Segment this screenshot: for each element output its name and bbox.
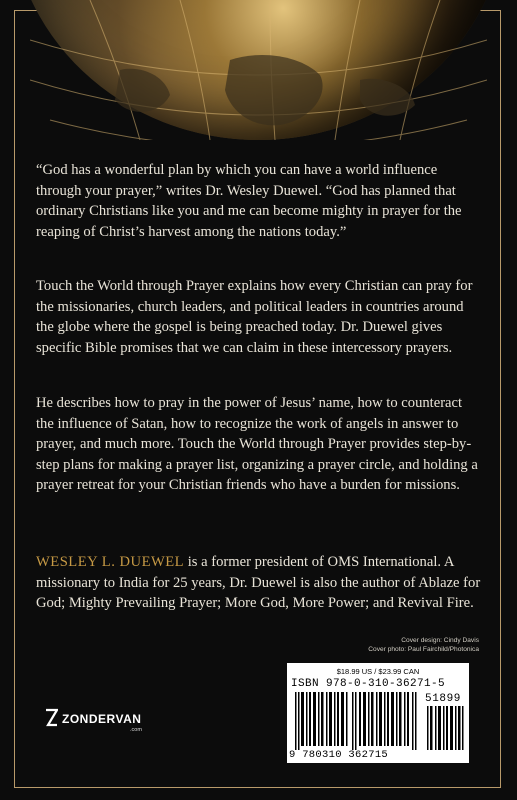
globe-grid-lines bbox=[30, 0, 487, 140]
author-name: WESLEY L. DUEWEL bbox=[36, 554, 185, 570]
publisher-url: .com bbox=[130, 727, 142, 733]
cover-photo-credit: Cover photo: Paul Fairchild/Photonica bbox=[368, 646, 479, 653]
description-paragraph-2: He describes how to pray in the power of Jesus’ name, how to counteract the influence of Satan, how to recognize the work of angels in answer to prayer, and much more. Touch the World through Prayer provides step-by-step plans for making a prayer list, organizing a prayer circle, and holding a prayer retreat for your Christian friends who have a burden for missions. bbox=[36, 395, 478, 493]
price-label: $18.99 US / $23.99 CAN bbox=[336, 667, 420, 676]
cover-credits bbox=[368, 636, 479, 654]
barcode-box bbox=[287, 663, 469, 763]
author-bio bbox=[36, 552, 481, 614]
price-code: 51899 bbox=[425, 693, 462, 705]
author-bio-text: is a former president of OMS International. A missionary to India for 25 years, Dr. Duewel is also the author of Ablaze for God; Mighty Prevailing Prayer; More God, More Power; and Revival Fire. bbox=[36, 554, 481, 611]
ean-barcode bbox=[295, 692, 417, 750]
cover-design-credit: Cover design: Cindy Davis bbox=[401, 637, 479, 644]
ean-digits: 9 780310 362715 bbox=[289, 749, 389, 761]
publisher-name: ZONDERVAN bbox=[62, 712, 142, 726]
description-paragraph: Touch the World through Prayer explains how every Christian can pray for the missionaries, church leaders, and political leaders in countries around the globe where the gospel is being preached today. Dr. Duewel gives specific Bible promises that we can claim in these intercessory prayers. bbox=[36, 278, 473, 356]
globe-image bbox=[30, 0, 487, 140]
quote-paragraph: “God has a wonderful plan by which you can have a world influence through your prayer,” writes Dr. Wesley Duewel. “God has planned that ordinary Christians like you and me can become mighty in prayer for the reaping of Christ’s harvest among the nations today.” bbox=[36, 162, 462, 240]
isbn-label: ISBN 978-0-310-36271-5 bbox=[291, 678, 446, 690]
zondervan-z-logo-icon bbox=[45, 708, 58, 728]
price-addon-barcode bbox=[427, 706, 465, 750]
